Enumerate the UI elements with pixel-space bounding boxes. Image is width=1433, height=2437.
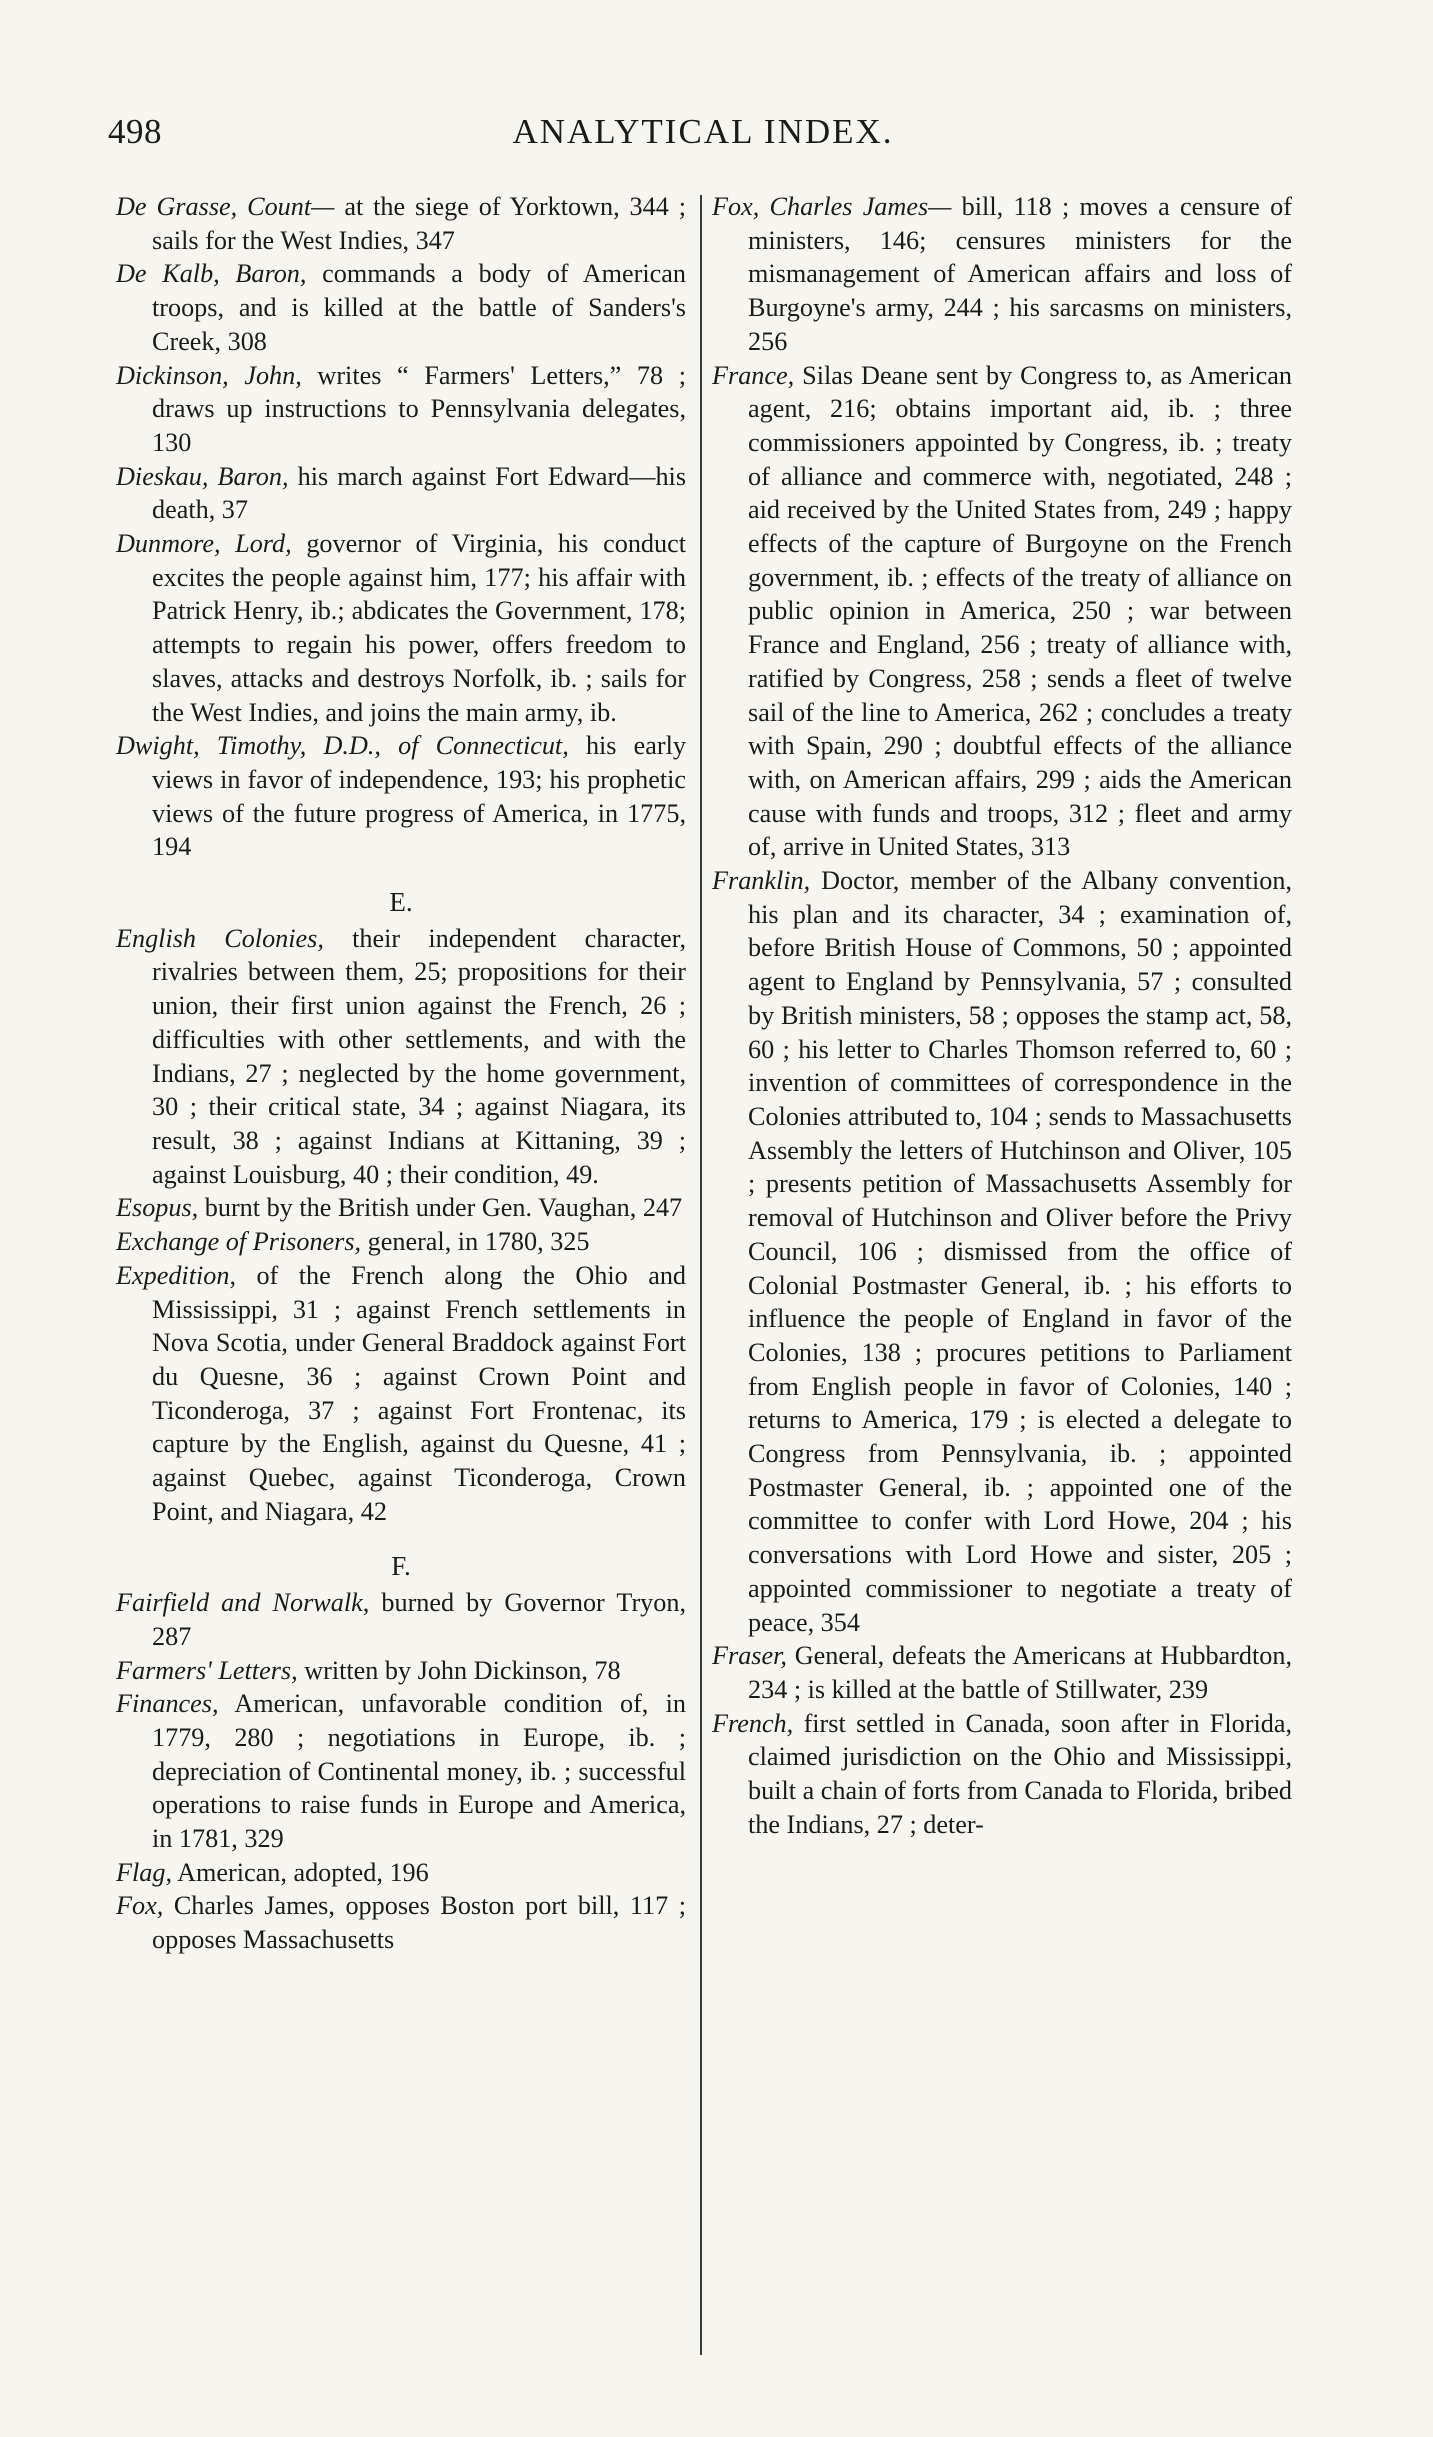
entry-heading: Farmers' Letters, [116,1655,298,1685]
index-entry [116,1225,686,1259]
entry-heading: Flag, [116,1857,173,1887]
entry-text: at the siege of Yorktown, 344 ; sails for the West Indies, 347 [152,192,687,255]
entry-text: his early views in favor of independence, 193; his prophetic views of the future progress of America, in 1775, 194 [152,731,687,862]
index-entry [712,359,1292,865]
index-entry [116,1889,686,1956]
index-entry [116,922,686,1192]
entries-e [116,922,686,1529]
index-entry [116,1687,686,1856]
entry-text: American, adopted, 196 [177,1857,429,1887]
entry-text: American, unfavorable condition of, in 1779, 280 ; negotiations in Europe, ib. ; depreciation of Continental money, ib. ; successful operations to raise funds in Europe and America, in 1781, 329 [152,1689,686,1854]
entry-text: Silas Deane sent by Congress to, as American agent, 216; obtains important aid, ib. ; three commissioners appointed by Congress, ib. ; treaty of alliance and commerce with, negotiated, 248 ; aid received by the United States from, 249 ; happy effects of the capture of Burgoyne on the French government, ib. ; effects of the treaty of alliance on public opinion in America, 250 ; war between France and England, 256 ; treaty of alliance with, ratified by Congress, 258 ; sends a fleet of twelve sail of the line to America, 262 ; concludes a treaty with Spain, 290 ; doubtful effects of the alliance with, on American affairs, 299 ; aids the American cause with funds and troops, 312 ; fleet and army of, arrive in United States, 313 [748,360,1293,862]
index-entry [116,1259,686,1529]
entry-text: General, defeats the Americans at Hubbardton, 234 ; is killed at the battle of Stillwater, 239 [748,1641,1292,1704]
entry-heading: Dwight, Timothy, D.D., of Connecticut, [116,731,569,761]
index-entry [712,190,1292,359]
left-column [116,190,686,1957]
entry-heading: Finances, [116,1689,219,1719]
index-entry [116,729,686,864]
entry-text: Doctor, member of the Albany convention, his plan and its character, 34 ; examination of, before British House of Commons, 50 ; appointed agent to England by Pennsylvania, 57 ; consulted by British ministers, 58 ; opposes the stamp act, 58, 60 ; his letter to Charles Thomson referred to, 60 ; invention of committees of correspondence in the Colonies attributed to, 104 ; sends to Massachusetts Assembly the letters of Hutchinson and Oliver, 105 ; presents petition of Massachusetts Assembly for removal of Hutchinson and Oliver before the Privy Council, 106 ; dismissed from the office of Colonial Postmaster General, ib. ; his efforts to influence the people of England in favor of the Colonies, 138 ; procures petitions to Parliament from English people in favor of Colonies, 140 ; returns to America, 179 ; is elected a delegate to Congress from Pennsylvania, ib. ; appointed Postmaster General, ib. ; appointed one of the committee to confer with Lord Howe, 204 ; his conversations with Lord Howe and sister, 205 ; appointed commissioner to negotiate a treaty of peace, 354 [748,866,1292,1637]
letter-heading-e: E. [389,887,413,918]
entry-heading: France, [712,360,795,390]
entry-text: first settled in Canada, soon after in Florida, claimed jurisdiction on the Ohio and Mississippi, built a chain of forts from Canada to Florida, bribed the Indians, 27 ; deter- [748,1708,1293,1839]
entry-heading: Dunmore, Lord, [116,529,292,559]
entry-heading: Fairfield and Norwalk, [116,1588,370,1618]
entry-heading: Exchange of Prisoners, [116,1227,362,1257]
entry-text: written by John Dickinson, 78 [304,1655,621,1685]
entries-d [116,190,686,864]
entry-heading: Dieskau, Baron, [116,461,289,491]
entry-heading: Esopus, [116,1193,199,1223]
index-entry [712,1639,1292,1706]
entry-heading: Franklin, [712,866,811,896]
index-entry [116,190,686,257]
column-divider [700,195,702,2355]
entry-text: general, in 1780, 325 [367,1227,590,1257]
entry-heading: De Grasse, Count— [116,192,335,221]
right-column [712,190,1292,1841]
entry-text: bill, 118 ; moves a censure of ministers, 146; censures ministers for the mismanagement of American affairs and loss of Burgoyne's army, 244 ; his sarcasms on ministers, 256 [748,192,1292,356]
entry-heading: Expedition, [116,1260,236,1290]
entry-text: governor of Virginia, his conduct excites the people against him, 177; his affair with Patrick Henry, ib.; abdicates the Government, 178; attempts to regain his power, offers freedom to slaves, attacks and destroys Norfolk, ib. ; sails for the West Indies, and joins the main army, ib. [152,529,687,727]
entry-heading: Dickinson, John, [116,360,302,390]
entry-heading: English Colonies, [116,923,324,953]
entry-text: burnt by the British under Gen. Vaughan, 247 [204,1193,683,1223]
index-entry [116,1191,686,1225]
index-entry [116,1654,686,1688]
letter-heading-f: F. [391,1551,411,1582]
entries-right [712,190,1292,1841]
entry-heading: French, [712,1708,794,1738]
index-entry [116,257,686,358]
entry-text: of the French along the Ohio and Mississippi, 31 ; against French settlements in Nova Scotia, under General Braddock against Fort du Quesne, 36 ; against Crown Point and Ticonderoga, 37 ; against Fort Frontenac, its capture by the English, against du Quesne, 41 ; against Quebec, against Ticonderoga, Crown Point, and Niagara, 42 [152,1260,687,1526]
entry-text: commands a body of American troops, and is killed at the battle of Sanders's Creek, 308 [152,259,686,356]
entry-heading: Fraser, [712,1641,787,1671]
entry-heading: Fox, Charles James— [712,192,952,221]
page-header [108,112,1298,162]
entries-f [116,1586,686,1957]
index-entry [116,527,686,729]
index-entry [712,1707,1292,1842]
entry-text: their independent character, rivalries between them, 25; propositions for their union, their first union against the French, 26 ; difficulties with other settlements, and with the Indians, 27 ; neglected by the home government, 30 ; their critical state, 34 ; against Niagara, its result, 38 ; against Indians at Kittaning, 39 ; against Louisburg, 40 ; their condition, 49. [152,923,687,1189]
index-entry [116,460,686,527]
entry-text: his march against Fort Edward—his death, 37 [152,461,687,525]
entry-heading: Fox, [116,1891,164,1921]
page-number: 498 [108,112,162,151]
entry-text: Charles James, opposes Boston port bill, 117 ; opposes Massachusetts [152,1891,686,1955]
entry-heading: De Kalb, Baron, [116,259,307,289]
index-entry [712,864,1292,1639]
entry-text: writes “ Farmers' Letters,” 78 ; draws up instructions to Pennsylvania delegates, 130 [152,360,686,457]
index-entry [116,359,686,460]
entry-text: burned by Governor Tryon, 287 [152,1588,687,1651]
running-title: ANALYTICAL INDEX. [512,112,894,151]
index-entry [116,1586,686,1653]
index-entry [116,1856,686,1890]
